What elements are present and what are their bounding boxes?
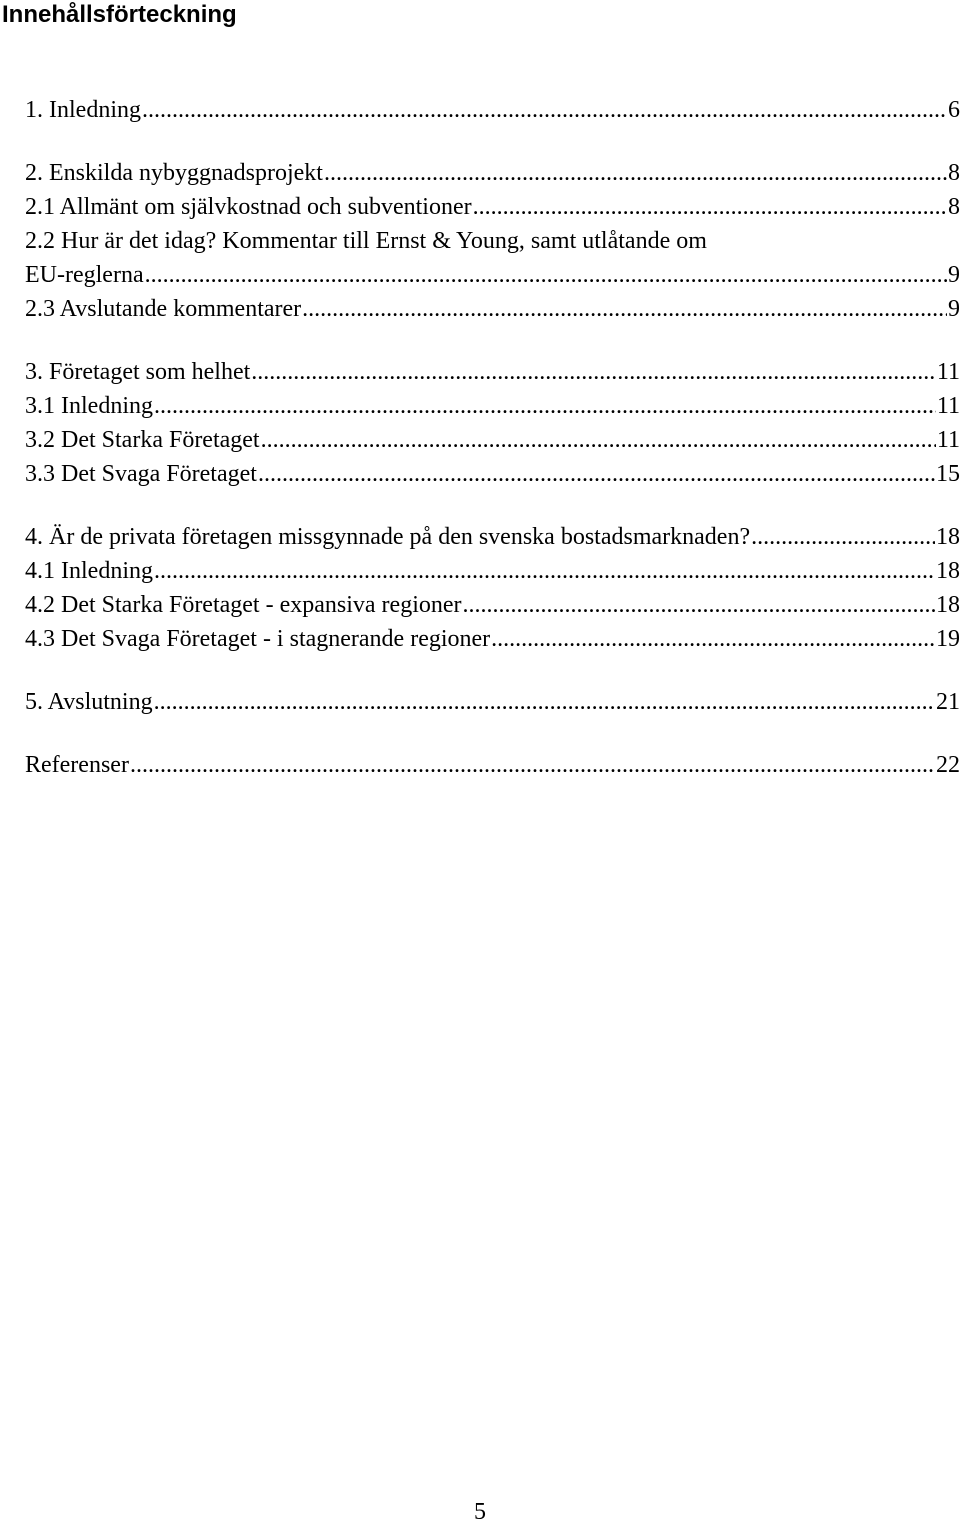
toc-page-number: 21 [936,689,960,715]
toc-heading: Innehållsförteckning [2,1,237,28]
toc-entry-2-1[interactable] [25,190,960,224]
toc-page-number: 18 [936,524,960,550]
dot-leader [463,588,935,622]
toc-entry-1[interactable] [25,93,960,127]
section-gap [25,326,960,355]
toc-page-number: 9 [948,262,960,288]
toc-entry-label: 4.3 Det Svaga Företaget - i stagnerande regioner [25,626,491,652]
toc-entry-label: 5. Avslutning [25,689,153,715]
toc-entry-label: 3.2 Det Starka Företaget [25,427,260,453]
toc-page-number: 18 [936,558,960,584]
toc-entry-2-3[interactable] [25,292,960,326]
toc-page-number: 18 [936,592,960,618]
toc-page-number: 6 [948,97,960,123]
toc-page-number: 8 [948,160,960,186]
toc-entry-label: 3. Företaget som helhet [25,359,251,385]
toc-entry-label: 2.3 Avslutande kommentarer [25,296,302,322]
toc-entry-2[interactable] [25,156,960,190]
toc-page-number: 11 [936,427,960,453]
toc-entry-label: 4.1 Inledning [25,558,153,584]
toc-entry-label: 4.2 Det Starka Företaget - expansiva regioner [25,592,462,618]
toc-page-number: 19 [936,626,960,652]
section-gap [25,719,960,748]
toc-entry-label: EU-reglerna [25,262,144,288]
toc-entry-3-3[interactable] [25,457,960,491]
dot-leader [491,622,935,656]
dot-leader [154,685,935,719]
section-gap [25,127,960,156]
dot-leader [145,258,947,292]
dot-leader [142,93,947,127]
toc-page-number: 11 [936,359,960,385]
toc-page-number: 15 [936,461,960,487]
dot-leader [258,457,935,491]
toc-page-number: 8 [948,194,960,220]
toc-entry-3-2[interactable] [25,423,960,457]
toc-page-number: 22 [936,752,960,778]
dot-leader [154,554,935,588]
toc-entry-4[interactable] [25,520,960,554]
dot-leader [473,190,947,224]
dot-leader [751,520,935,554]
dot-leader [302,292,947,326]
toc-entry-4-3[interactable] [25,622,960,656]
toc-page-number: 11 [936,393,960,419]
section-gap [25,656,960,685]
toc-page-number: 9 [948,296,960,322]
section-gap [25,491,960,520]
toc-entry-label: 2.1 Allmänt om självkostnad och subventioner [25,194,472,220]
toc-entry-3[interactable] [25,355,960,389]
toc-entry-references[interactable] [25,748,960,782]
dot-leader [324,156,947,190]
dot-leader [251,355,936,389]
toc-entry-label: 3.3 Det Svaga Företaget [25,461,257,487]
toc-entry-3-1[interactable] [25,389,960,423]
toc-entry-label: 4. Är de privata företagen missgynnade på den svenska bostadsmarknaden? [25,524,751,550]
toc-entry-2-2-first-line[interactable]: 2.2 Hur är det idag? Kommentar till Ernst & Young, samt utlåtande om [25,228,707,254]
page-number: 5 [474,1499,486,1525]
toc-entry-label: Referenser [25,752,129,778]
toc-entry-label: 2. Enskilda nybyggnadsprojekt [25,160,323,186]
toc-entry-4-2[interactable] [25,588,960,622]
table-of-contents [25,93,960,782]
dot-leader [154,389,936,423]
dot-leader [261,423,936,457]
toc-entry-4-1[interactable] [25,554,960,588]
toc-entry-5[interactable] [25,685,960,719]
toc-entry-label: 3.1 Inledning [25,393,153,419]
toc-entry-label: 1. Inledning [25,97,141,123]
dot-leader [130,748,935,782]
toc-entry-2-2[interactable] [25,258,960,292]
